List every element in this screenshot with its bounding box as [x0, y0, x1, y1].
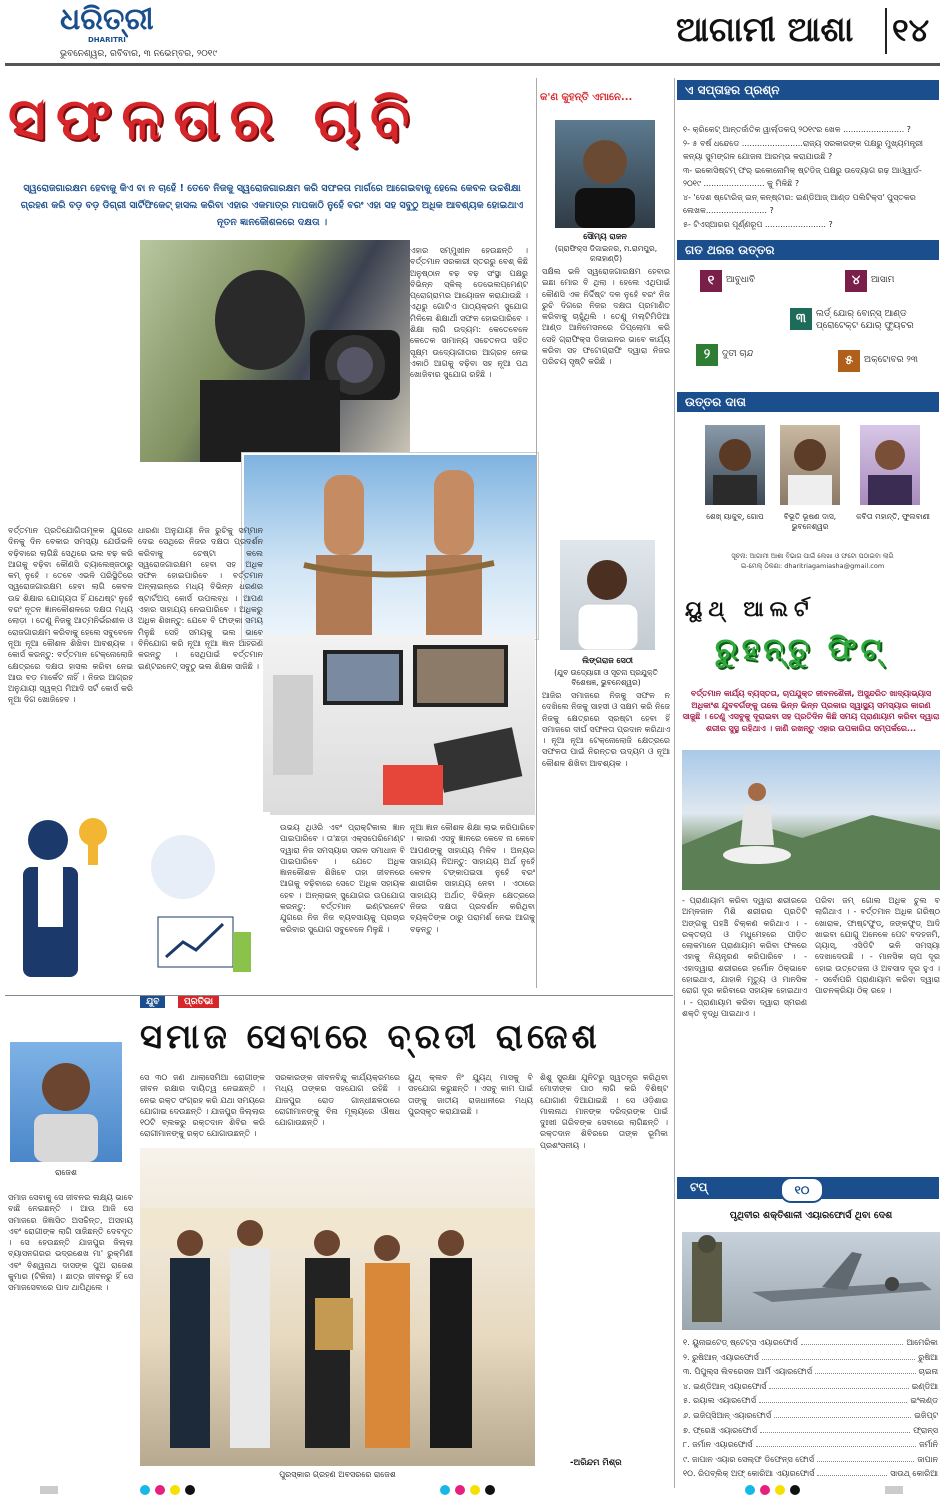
youth-col1: - ପ୍ରାଣାୟାମ କରିବା ଦ୍ୱାରା ଶରୀରରେ ଅମ୍ଳଜାନ ମିଶି ଶରୀରର ପ୍ରତିଟି ଅଙ୍ଗକୁ ପହଞ୍ଚି ଚିକ୍କଣ କରିଥାଏ । - ରକ୍ତଚାପ ଓ ମଧୁମେହରେ ପୀଡ଼ିତ ଲୋକମାନେ ପ୍ରାଣାୟାମ କରିବା ଫଳରେ ଏହାକୁ ନିୟନ୍ତ୍ରଣ କରିପାରିବେ । - ଏହାଦ୍ୱାରା ଶରୀରରେ ହର୍ମୋନ ଠିକ୍‌ଭାବେ ହୋଇଥାଏ, ଯାହାକି ମୃତ୍ୟୁ ଓ ମାନସିକ ରୋଗ ଦୂର କରିବାରେ ସହାୟକ ହୋଇଥାଏ । - ପ୍ରାଣାୟାମ କରିବା ଦ୍ୱାରା ସ୍ମରଣ ଶକ୍ତି ବୃଦ୍ଧି ପାଇଥାଏ ।: [682, 896, 807, 1018]
top10-row-country: ରୁଷିଆ: [918, 1352, 938, 1362]
answer-3-badge: ୩: [790, 308, 812, 330]
talent-col1: ସମାଜ ସେବାକୁ ସେ ଜୀବନର ଲକ୍ଷ୍ୟ ଭାବେ ବାଛି ନେଇଛନ୍ତି । ଆଉ ଆଜି ସେ ସମାଜରେ ଜିଜ୍ଞାସିତ ଅସଚ୍ଚିନ୍ତ, ଅସହାୟ ଏବଂ ରୋଗୀଙ୍କ ଲାଗି ସାଜିଛନ୍ତି ଦେବଦୂତ । ସେ ହେଉଛନ୍ତି ଯାଜପୁର ଜିଲ୍ଲା ବ୍ୟାସନଗରର ଭଦ୍ରଶେଖ ମା' ରୁକ୍ମିଣୀ ଏବଂ ବିଶ୍ୱନାଥ ଦାସଙ୍କ ପୁଅ ରାଜେଶ କୁମାର (ଟିକିନା) । ଛାତ୍ର ଜୀବନରୁ ହିଁ ସେ ସମାଜସେବାରେ ପାଦ ଥାପିଥିଲେ ।: [8, 1193, 133, 1293]
yoga-photo: [682, 750, 940, 890]
top10-row: [683, 1440, 938, 1450]
talent-rule: [5, 995, 673, 996]
quiz-q3: ୩- ଇକୋସିଷ୍ଟମ୍ ଫର୍ ଇକୋନୋମିକ୍ ଷ୍ଟଡିଜ୍ ପକ୍ଷରୁ ଉଦ୍ୟୋଗ ରଢ଼ ଆଓ୍ୱାର୍ଡ-: [683, 166, 922, 175]
logo: ଧରିତ୍ରୀ: [60, 2, 154, 37]
rajesh-portrait: [10, 1042, 122, 1162]
answer-4-badge: ୪: [845, 270, 867, 292]
talent-kicker-2: ପ୍ରତିଭା: [178, 996, 219, 1008]
top10-row-leader: [774, 1411, 911, 1418]
top10-row-country: ଜାପାନ: [917, 1454, 938, 1464]
top10-row: [683, 1353, 938, 1363]
top10-row-country: ଇଂଲଣ୍ଡ: [910, 1396, 938, 1406]
fists-illustration: [244, 455, 536, 637]
talent-col3: ସରକାରଙ୍କ ଜୀବନବିନ୍ଦୁ କାର୍ଯ୍ୟକ୍ରମରେ ମଧ୍ୟ ତାଙ୍କର ସହଯୋଗ ରହିଛି । ଯାଜପୁର ରୋଡ ଗାନ୍ଧୀଛକଠାରେ ରୋଗୀମାନଙ୍କୁ ବିନା ମୂଲ୍ୟରେ ଔଷଧ ଯୋଗାଉଛନ୍ତି ।: [275, 1073, 400, 1128]
top10-row-force: ୯. ଜାପାନ ଏୟାର ସେଲ୍ଫ ଡିଫେନ୍ସ ଫୋର୍ସ: [683, 1454, 814, 1464]
winner-name-2: ବିଭୂତି ଭୂଷଣ ଦାସ, ଭୁବନେଶ୍ୱର: [783, 512, 837, 531]
answer-5-badge: ୫: [838, 350, 860, 372]
designer-desk-photo: [263, 635, 535, 815]
top10-row-country: ଚାଇନା: [918, 1367, 938, 1377]
monitors-illustration: [263, 635, 535, 815]
profile-desc-soumya: (ଗ୍ରାଫିକ୍ସ ଡିଜାଇନର, ମ.ରାମପୁର, କଳାହାଣ୍ଡି): [554, 244, 658, 263]
lead-body-col2: ଧାରଣା ଅନୁଯାୟୀ ନିଜ ରୁଚିକୁ ସମ୍ମାନ ଦେଇ ସେଥିରେ ନିଜର ଦକ୍ଷତା ପ୍ରଦର୍ଶନ କରିବାକୁ ଚେଷ୍ଟା କଲେ ସ୍ୱରୋଜଗାରକ୍ଷମ ହେବା ସହ ଅଧିକ ସଫଳ ହୋଇପାରିବେ । ବର୍ତ୍ତମାନ ଅନ୍‌ଲାଇନ୍‌ରେ ମଧ୍ୟ ବିଭିନ୍ନ ଧରଣର ଷ୍ଟାର୍ଟଅପ୍ କୋର୍ସ ଉପଲବ୍ଧ । ଆପଣ ଏହାର ସାହାଯ୍ୟ ନେଇପାରିବେ । ଅଧିକରୁ ଅଧିକ ଶିଖନ୍ତୁ: ଯେବେ ବି ଫାଙ୍କା ସମୟ ମିଳୁଛି ସେହି ସମୟକୁ ଭଲ ଭାବେ ବିନିଯୋଗ କରି ନୂଆ ନୂଆ ଜ୍ଞାନ ଆହରଣ କରନ୍ତୁ । ସେଥିପାଇଁ ବର୍ତ୍ତମାନ ଇଣ୍ଟରନେଟ୍ ସବୁଠୁ ଭଲ ଶିକ୍ଷକ ସାଜିଛି ।: [138, 526, 263, 671]
top10-row-country: ଇଜିପ୍ଟ: [914, 1411, 938, 1420]
top10-row: [683, 1338, 938, 1348]
quiz-q5: ୫- ଟିଏସ୍‌ଆରର ପୂର୍ଣ୍ଣରୂପ ........................ ?: [683, 220, 833, 229]
quiz-title: ଏ ସପ୍ତାହର ପ୍ରଶ୍ନ: [677, 80, 939, 100]
top10-row-leader: [815, 1367, 916, 1374]
award-ceremony-photo: [140, 1148, 535, 1466]
answers-title: ଗତ ଥରର ଉତ୍ତର: [677, 240, 939, 260]
award-photo-caption: ପୁରସ୍କାର ଗ୍ରହଣ ଅବସରରେ ରାଜେଶ: [279, 1470, 396, 1479]
profile-photo-soumya: [555, 120, 655, 228]
answer-1-badge: ୧: [700, 270, 722, 292]
top10-row-force: ୫. ରୟାଲ ଏୟାରଫୋର୍ସ: [683, 1396, 756, 1406]
talent-col2: ସେ ୩୦ ଜଣ ଥାଲାସେମିଆ ରୋଗୀଙ୍କ ଜୀବନ ରକ୍ଷାର ଦାୟିତ୍ୱ ନେଇଛନ୍ତି । ନେଇ ରକ୍ତ ସଂଗ୍ରହ କରି ଯଥା ସମୟରେ ଯୋଗାଇ ଦେଉଛନ୍ତି । ଯାଜପୁର ଜିଲ୍ଲାର ୧୦ଟି ବ୍ଲକରୁ ରକ୍ତଦାନ ଶିବିର କରି ରୋଗୀମାନଙ୍କୁ ରକ୍ତ ଯୋଗାଉଛନ୍ତି ।: [140, 1073, 265, 1139]
talent-kicker-1: ଯୁବ: [140, 996, 165, 1008]
profile-desc-lingaraj: (ଯୁବ ଉଦ୍ୟୋଗୀ ଓ ସୂଚନା ପ୍ରଯୁକ୍ତି ବିଶେଷଜ୍ଞ, ଭୁବନେଶ୍ୱର): [554, 668, 658, 687]
winner-photo-2: [780, 425, 840, 505]
top10-row-force: ୮. ଜର୍ମାନ ଏୟାରଫୋର୍ସ: [683, 1440, 753, 1450]
top10-title: ପୃଥିବୀର ଶକ୍ତିଶାଳୀ ଏୟାରଫୋର୍ସ ଥିବା ଦେଶ: [729, 1210, 893, 1221]
youth-col2: ପରିବା ଜମ୍ ଗୋଲ ଅଧିକ ଚୁଲ ବ ଲାଗିଥାଏ । - ବର୍ତ୍ତମାନ ଅଧିକ ଗରିଷ୍ଠ ଖୋରାକ, ଫାଷ୍ଟଫୁଡ୍, ଜଙ୍କଫୁଡ୍ ଆଦି ଖାଇବା ଯୋଗୁ ଅନେକେ ପେଟ ବଦହଜମି, ଗ୍ୟାସ୍, ଏସିଡିଟି ଭଳି ସମସ୍ୟା ଦେଖାଦେଉଛି । - ମାନସିକ ଚାପ ଦୂର ହୋଇ ଉତ୍ତେଜନା ଓ ଅବସାଦ ଦୂର ହୁଏ । - ସର୍ବୋପରି ପ୍ରାଣାୟାମ କରିବା ଦ୍ୱାରା ପାଚନକ୍ରିୟା ଠିକ୍ ରହେ ।: [815, 896, 940, 996]
profiles-title: କ'ଣ କୁହନ୍ତି ଏମାନେ...: [540, 92, 633, 103]
top10-row-leader: [759, 1396, 907, 1403]
top10-row: [683, 1455, 938, 1465]
youth-intro: ବର୍ତ୍ତମାନ କାର୍ଯ୍ୟ ବ୍ୟସ୍ତତା, ଚାପଯୁକ୍ତ ଜୀବନଶୈଳୀ, ଅସୁନ୍ଦରିତ ଖାଦ୍ୟାଭ୍ୟାସ ଅଧିକାଂଶ ଯୁବବର୍ଗଙ୍କୁ ତାଲେ ଭିନ୍ନ ଭିନ୍ନ ପ୍ରକାର ସ୍ୱାସ୍ଥ୍ୟ ସମସ୍ୟାର କାରଣ ସାଜୁଛି । ତେଣୁ ଏସବୁକୁ ଦୂରାଇବା ସହ ପ୍ରତିଦିନ କିଛି ସମୟ ପ୍ରାଣାୟାମ କରିବା ଦ୍ୱାରା ଶରୀର ସୁସ୍ଥ ରହିଥାଏ । ଜାଣି ରଖନ୍ତୁ ଏହାର ଉପକାରିତା ସମ୍ପର୍କରେ...: [682, 689, 940, 733]
top10-row: [683, 1396, 938, 1406]
profile-name-lingaraj: ଲିଙ୍ଗରାଜ ସେଠୀ: [582, 656, 633, 665]
winner-photo-3: [860, 425, 920, 505]
top10-row-leader: [760, 1426, 910, 1433]
winner-name-3: କବିତା ମହାନ୍ତି, ଫୁଲବାଣୀ: [856, 512, 930, 521]
airforce-photo: [682, 1232, 940, 1330]
quiz-q3-cont: ୨୦୧୯ ........................ କୁ ମିଳିଛି ?: [683, 179, 800, 188]
winner-photo-1: [705, 425, 765, 505]
top10-row-leader: [801, 1338, 904, 1345]
top10-row-leader: [769, 1382, 908, 1389]
top10-row-leader: [817, 1469, 887, 1476]
winners-email[interactable]: ଇ-ମେଲ୍ ଠିକଣା: dharitriagamiasha@gmail.com: [740, 562, 885, 570]
top10-badge: ଟପ୍: [690, 1180, 708, 1194]
top10-row-force: ୧୦. ରିପବ୍ଲିକ୍ ଅଫ୍ କୋରିଆ ଏୟାରଫୋର୍ସ: [683, 1469, 815, 1479]
logo-subtitle: DHARITRI: [88, 36, 126, 44]
top10-row: [683, 1382, 938, 1392]
profile-photo-lingaraj: [560, 540, 655, 650]
lead-body-col4: ନୂଆ ଜ୍ଞାନ କୌଶଳ ଶିକ୍ଷା ଲାଭ କରିପାରିବେ । କାରଣ ଏସବୁ ଜ୍ଞାନରେ କେବେ ନା କେବେ ଆପଣଙ୍କୁ ସାହାଯ୍ୟ ମିଳିବ । ଅନ୍ୟର ସାହାଯ୍ୟ ନିଅନ୍ତୁ: ସାହାଯ୍ୟ ଅର୍ଥ ନୁହେଁ କେବଳ ଟଙ୍କାପଇସା ନୁହେଁ ବରଂ ଶାରୀରିକ ସାହାଯ୍ୟ ନେବା । ଏଠାରେ ସାହାଯ୍ୟ ଅର୍ଥାତ୍ ବିଭିନ୍ନ କ୍ଷେତ୍ରରେ ନିଜର ଦକ୍ଷତା ପ୍ରଦର୍ଶନ କରିଥିବା ବ୍ୟକ୍ତିଙ୍କ ଠାରୁ ପରାମର୍ଶ ନେଇ ଆଗକୁ ବଢ଼ନ୍ତୁ ।: [410, 823, 535, 934]
quiz-q4: ୪- 'ଦେଶ ଷ୍ଟୋରିଜ୍ ଇନ୍ କନ୍ଷ୍ଟାର: ଇଣ୍ଡିଆଜ୍ ଆଣ୍ଡ ପଲିଟିକ୍ସ' ପୁସ୍ତକର: [683, 193, 916, 202]
broken-chains-photo: [242, 453, 538, 639]
photographer-photo: [140, 240, 410, 462]
answer-2-text: ଦୁତୀ ଚାନ୍ଦ: [722, 349, 754, 359]
winners-note: ସୂଚନା: ଆଗାମୀ ଆଶା ବିଭାଗ ପାଇଁ ଲେଖା ଓ ଫଟୋ ପଠାଇବା ଲାଗି: [731, 552, 894, 560]
top10-row-force: ୬. ଇଜିପ୍ସିଆନ୍ ଏୟାରଫୋର୍ସ: [683, 1411, 772, 1420]
youth-kicker: ୟୁଥ୍ ଆଲର୍ଟ: [685, 597, 815, 621]
quiz-q4-cont: ଲେଖକ........................ ?: [683, 206, 774, 215]
rajesh-portrait-caption: ରାଜେଶ: [55, 1168, 77, 1177]
top10-row-country: ସାଉଥ୍ କୋରିଆ: [890, 1469, 938, 1479]
quiz-q1: ୧- କ୍ରିକେଟ୍ ଆନ୍ତର୍ଜାତିକ ୱାର୍ଲ୍ଡକପ୍ ୨୦୧୯ର ଖେଳ ........................ ?: [683, 125, 911, 134]
top10-number: ୧୦: [780, 1177, 824, 1203]
ceremony-illustration: [140, 1148, 535, 1466]
top10-row-force: ୩. ପିପୁଲ୍ସ ଲିବରେସନ ଆର୍ମି ଏୟାରଫୋର୍ସ: [683, 1367, 812, 1377]
talent-col5: ଶିଶୁ ସୁରକ୍ଷା ଯୁନିଟରୁ ସ୍ୱତନ୍ତ୍ର କରିଥିବା ମୋଦୀଙ୍କ ପାଠ ଲାଗି କରି ବିଶିଷ୍ଟ ଯୋଗାଣ ଦିଆଯାଇଛି । ସେ ଓଡ଼ିଶାର ମାଲନାଥ ମାନଙ୍କ ଦରିଦ୍ରଙ୍କ ପାଇଁ ଦୁଃଖୀ ଗରିବଙ୍କ ସେବାରେ ଲାଗିଛନ୍ତି । ରକ୍ତଦାନ ଶିବିରରେ ତାଙ୍କ ଭୂମିକା ପ୍ରଶଂସନୀୟ ।: [540, 1073, 668, 1150]
top10-row: [683, 1367, 938, 1377]
answer-2-badge: ୨: [696, 344, 718, 366]
camera-illustration: [140, 240, 410, 462]
fighter-jet-illustration: [682, 1232, 940, 1330]
lead-body-col3: ଉଭୟ ଥିଓରି ଏବଂ ପ୍ରାକ୍ଟିକାଲ ଜ୍ଞାନ ପାଇପାରିବେ । ତା'ଛଡ଼ା ଏକ୍ସପେରିମେଣ୍ଟ ଦ୍ୱାରା ନିଜ ସମସ୍ୟାର ସରଳ ସମାଧାନ ବି ପାଇପାରିବେ । ଯେତେ ଅଧିକ ଜ୍ଞାନକୌଶଳ ଶିଖିବେ ତାହା ଜୀବନରେ ଆଗକୁ ବଢ଼ିବାରେ ସେତେ ଅଧିକ ସହାୟକ ହେବ । ଅନ୍‌ଲାଇନ୍ ସୁଯୋଗର ଉପଯୋଗ କରନ୍ତୁ: ବର୍ତ୍ତମାନ ଇଣ୍ଟରନେଟ ଯୁଗରେ ନିଜ ନିଜ ବ୍ୟବସାୟକୁ ପ୍ରଚାର କରିବାର ସୁଯୋଗ ସବୁବେଳେ ମିଳୁଛି ।: [280, 823, 405, 934]
answer-3-text: ଲର୍ଡ୍ ଯୋର୍ ବୋନ୍ସ୍ ଆଣ୍ଡ ପ୍ରୋଟେକ୍ଟ ଯୋର୍ ଫ୍ୟୁଚର: [816, 309, 914, 331]
top10-row: [683, 1411, 938, 1421]
lead-intro: ସ୍ୱରୋଜଗାରକ୍ଷମ ହେବାକୁ କିଏ ବା ନ ଚାହେଁ ! ତେବେ ନିଜକୁ ସ୍ୱରୋଜଗାରକ୍ଷମ କରି ସଫଳତା ମାର୍ଗରେ ଆଗେଇବାକୁ ହେଲେ କେବଳ ଉଚ୍ଚଶିକ୍ଷା ଗ୍ରହଣ କରି ବଡ଼ ବଡ଼ ଡିଗ୍ରୀ ସାର୍ଟିଫିକେଟ୍ ହାସଲ କରିବା ଏହାର ଏକମାତ୍ର ମାପକାଠି ନୁହେଁ ବରଂ ଏହା ସହ ସବୁଠୁ ଅଧିକ ଆବଶ୍ୟକ ହୋଇଥାଏ ନୂତନ ଜ୍ଞାନକୌଶଳରେ ଦକ୍ଷତା ।: [20, 183, 524, 228]
profile-name-soumya: ସୌମ୍ୟ ରାଜନ: [583, 232, 627, 241]
profile-text-lingaraj: ଆଜିର ସମାଜରେ ନିଜକୁ ସଫଳ ନ ଦେଖିଲେ ନିଜକୁ ସାହସୀ ଓ ସକ୍ଷମ କରି ନିଜେ ନିଜକୁ କ୍ଷେତ୍ରରେ ସ୍ରଷ୍ଟା ହେବା ହିଁ ସମାଜରେ ଦୀର୍ଘ ସଫଳତା ପ୍ରଦାନ କରିଥାଏ । ନୂଆ ନୂଆ ଟେକ୍ନୋଲୋଜି କ୍ଷେତ୍ରରେ ସଫଳତା ପାଇଁ ନିରନ୍ତର ଉଦ୍ୟମ ଓ ନୂଆ କୌଶଳ ଶିଖିବା ଆବଶ୍ୟକ ।: [542, 691, 670, 768]
answer-1-text: ଆବୁଧାବି: [726, 275, 756, 285]
profiles-divider-left: [536, 78, 537, 988]
lead-body-col1: ବର୍ତ୍ତମାନ ପ୍ରତିଯୋଗିତାମୂଳକ ଯୁଗରେ ଦିନକୁ ଦିନ ବେକାର ସମସ୍ୟା ଯେଉଁଭଳି ବଢ଼ିବାରେ ଲାଗିଛି ସେଥିରେ ଭଲ ବଢ଼ କରି ଆଗକୁ ବଢ଼ିବା କୌଣସି ଚ୍ୟାଲେଞ୍ଜଠାରୁ କମ୍ ନୁହେଁ । ତେବେ ଏଭଳି ପରିସ୍ଥିତିରେ ସ୍ୱରୋଜଗାରକ୍ଷମ ହେବା ଲାଗି କେବଳ ଉଚ୍ଚ ଶିକ୍ଷାର ଯୋଗ୍ୟତା ହିଁ ଯଥେଷ୍ଟ ନୁହେଁ ବରଂ ନୂତନ ଜ୍ଞାନକୌଶଳରେ ଦକ୍ଷତା ମଧ୍ୟ ଲୋଡ଼ା । ତେଣୁ ନିଜକୁ ଆତ୍ମନିର୍ଭରଶୀଳ ଓ ରୋଜଗାରକ୍ଷମ କରିବାକୁ ହେଲେ ସବୁବେଳେ ନୂଆ ନୂଆ କୌଶଳ ଶିଖିବା ଆବଶ୍ୟକ । କୋର୍ସ କରନ୍ତୁ: ବର୍ତ୍ତମାନ ଟେକ୍ନୋଲୋଜି କ୍ଷେତ୍ରରେ ଦକ୍ଷତା ହାସଲ କରିବା ନେଇ ଆଉ ବଡ଼ ମାର୍କେଟ ନାହିଁ । ନିଜର ଆଗ୍ରହ ଅନୁଯାୟୀ ସ୍ୱଳ୍ପ ମିଆଦି ସର୍ଟ କୋର୍ସ କରି ନୂଆ ଦିଗ ଖୋଜିହେବ ।: [8, 526, 133, 705]
quiz-q2: ୨- ୫ ବର୍ଷ ଧନ୍ଦେଡେ ........................ରାଜ୍ୟ ସରକାରଙ୍କ ପକ୍ଷରୁ ମୁଖ୍ୟମନ୍ତ୍ରୀ: [683, 139, 923, 148]
masthead-rule: [5, 63, 940, 66]
top10-row-leader: [817, 1455, 914, 1462]
top10-row-force: ୧. ୟୁନାଇଟେଡ୍ ଷ୍ଟେଟ୍ସ ଏୟାରଫୋର୍ସ: [683, 1338, 798, 1347]
page-number: ୧୪: [892, 11, 930, 49]
lead-body-top: ଏହାର ସମ୍ମୁଖୀନ ହେଉଛନ୍ତି । ବର୍ତ୍ତମାନ ସରକାରୀ ସ୍ତରରୁ ବେଶ୍ କିଛି ଅନୁଷ୍ଠାନ ବଢ଼ ବଢ଼ ସଂସ୍ଥା ପକ୍ଷରୁ ବିଭିନ୍ନ ସ୍କିଲ୍ ଡେଭେଲପ୍‌ମେଣ୍ଟ ପ୍ରୋଗ୍ରାମର ଆୟୋଜନ କରାଯାଉଛି । ଏଥିରୁ ଗୋଟିଏ ପାଠ୍ୟକ୍ରମ ସୁଯୋଗ ମିଳିଲେ ଶିକ୍ଷାର୍ଥୀ ସଫଳ ହୋଇପାରିବେ । ଶିକ୍ଷା ଲାଗି ଉଦ୍ୟମ: କେତେବେଳେ କେତେକ ସାମାନ୍ୟ ସଚେତନତା ସହିତ ସୂକ୍ଷ୍ମ ଉଦ୍ୟୋଗୀତାର ଆଗ୍ରହ ନେଇ ଏକାଠି ଆଗକୁ ବଢ଼ିବା ସହ ନୂଆ ପଥ ଖୋଜିବାର ସୁଯୋଗ ରହିଛି ।: [410, 246, 528, 380]
answer-4-text: ଆସାମ: [871, 275, 895, 285]
achiever-illustration: [8, 812, 270, 988]
top10-row-country: ଇଣ୍ଡିଆ: [911, 1381, 938, 1391]
top10-row: [683, 1426, 938, 1436]
talent-col4: ୟୁଥ୍ କ୍ଲବ ନିଂ ଯ୍ୟୁଥ୍ ମାସକୁ ବି ସହଯୋଗ କରୁଛନ୍ତି । ଏସବୁ କାମ ପାଇଁ ତାଙ୍କୁ ଜାତୀୟ ରାଜଧାନୀରେ ମଧ୍ୟ ପୁରସ୍କୃତ କରାଯାଇଛି ।: [408, 1073, 533, 1116]
yoga-pose-illustration: [682, 750, 940, 890]
top10-row-force: ୨. ରୁଷିଆନ୍ ଏୟାରଫୋର୍ସ: [683, 1352, 759, 1362]
right-column-divider: [674, 78, 675, 1488]
answer-5-text: ଅକ୍ଟୋବର ୨୩: [864, 355, 918, 365]
top10-row-country: ଫ୍ରାନ୍ସ: [913, 1425, 938, 1435]
talent-headline: ସମାଜ ସେବାରେ ବ୍ରତୀ ରାଜେଶ: [140, 1017, 601, 1057]
top10-row: [683, 1469, 938, 1479]
lead-headline: ସଫଳତାର ଚାବି: [8, 85, 420, 153]
top10-row-force: ୭. ଫ୍ରେଞ୍ଚ ଏୟାରଫୋର୍ସ: [683, 1425, 757, 1435]
profile-text-soumya: ସକ୍ଷିଲ ଭଳି ସ୍ୱରୋଜଗାରକ୍ଷମ ହେବାର ଇଛା ମୋର ବି ଥିଲା । ହେଲେ ଏଥିପାଇଁ କୌଣସି ଏକ ନିର୍ଦ୍ଦିଷ୍ଟ ଦଳ ନୁହେଁ ବରଂ ନିଜ ରୁଚି ଦିଗରେ ନିଜର ଦକ୍ଷତା ପ୍ରମାଣିତ କରିବାକୁ ଚାହୁଁଥିଲି । ତେଣୁ ମଲ୍ଟିମିଡିଆ ଆଣ୍ଡ ଆନିମେସନରେ ଡିପ୍ଲୋମା କରି ସେହି ଗ୍ରାଫିକ୍ସ ଡିଜାଇନର ଭାବେ କାର୍ଯ୍ୟ କରିବା ସହ ଫଟୋଗ୍ରାଫି ଦ୍ୱାରା ନିଜର ପରିଚୟ ସୃଷ୍ଟି କରିଛି ।: [542, 267, 670, 367]
top10-row-force: ୪. ଇଣ୍ଡିଆନ୍ ଏୟାରଫୋର୍ସ: [683, 1381, 767, 1391]
top10-row-country: ଜର୍ମାନି: [919, 1440, 938, 1450]
quiz-q2-cont: କନ୍ୟା ସୁମଙ୍ଗଳ ଯୋଜନା ଆରମ୍ଭ କରାଯାଉଛି ?: [683, 152, 833, 161]
top10-row-country: ଆମେରିକା: [906, 1338, 938, 1347]
winners-title: ଉତ୍ତର ଦାତା: [677, 392, 939, 412]
masthead-divider: [885, 8, 887, 54]
winner-name-1: ଶେଖ୍ ୟାକୁବ୍, ଗୋପ: [706, 512, 764, 521]
talent-byline: -ଅରିନ୍ଦମ ମିଶ୍ର: [570, 1458, 622, 1468]
youth-headline: ରୁହନ୍ତୁ ଫିଟ୍: [715, 632, 886, 667]
masthead: [0, 0, 945, 62]
top10-row-leader: [756, 1440, 917, 1447]
dateline: ଭୁବନେଶ୍ୱର, ରବିବାର, ୩ ନଭେମ୍ବର, ୨୦୧୯: [60, 49, 217, 59]
top10-row-leader: [762, 1353, 916, 1360]
section-title: ଆଗାମୀ ଆଶା: [676, 10, 854, 50]
